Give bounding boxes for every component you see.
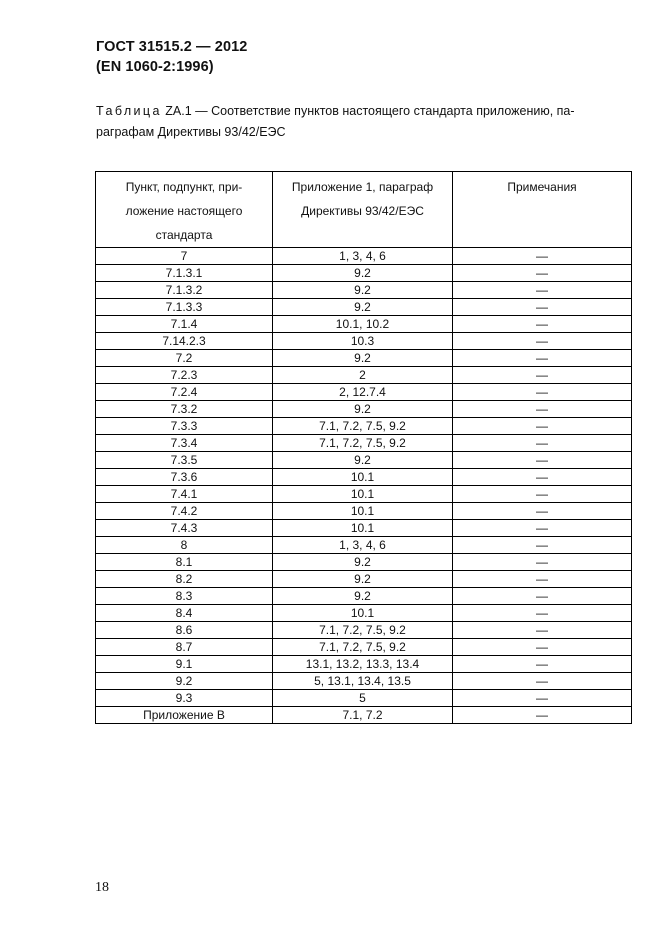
cell-notes: — <box>453 707 632 724</box>
table-row <box>96 384 632 401</box>
table-row <box>96 265 632 282</box>
cell-notes: — <box>453 486 632 503</box>
cell-clause: 7.3.6 <box>96 469 273 486</box>
cell-clause: 8.4 <box>96 605 273 622</box>
cell-annex: 7.1, 7.2, 7.5, 9.2 <box>273 639 453 656</box>
header-notes-text: Примечания <box>507 180 577 194</box>
table-row <box>96 639 632 656</box>
cell-annex: 5 <box>273 690 453 707</box>
table-row <box>96 673 632 690</box>
cell-notes: — <box>453 622 632 639</box>
table-row <box>96 469 632 486</box>
cell-notes: — <box>453 503 632 520</box>
cell-notes: — <box>453 333 632 350</box>
table-row <box>96 537 632 554</box>
cell-clause: Приложение В <box>96 707 273 724</box>
cell-clause: 7.2.4 <box>96 384 273 401</box>
cell-clause: 7.4.1 <box>96 486 273 503</box>
cell-clause: 7.4.2 <box>96 503 273 520</box>
cell-notes: — <box>453 299 632 316</box>
cell-clause: 8.7 <box>96 639 273 656</box>
table-row <box>96 690 632 707</box>
cell-clause: 7.4.3 <box>96 520 273 537</box>
table-body <box>96 248 632 724</box>
cell-notes: — <box>453 282 632 299</box>
table-row <box>96 486 632 503</box>
cell-annex: 2, 12.7.4 <box>273 384 453 401</box>
cell-notes: — <box>453 316 632 333</box>
cell-clause: 7.1.3.1 <box>96 265 273 282</box>
cell-notes: — <box>453 639 632 656</box>
cell-notes: — <box>453 690 632 707</box>
cell-clause: 8.3 <box>96 588 273 605</box>
header-clause <box>96 172 273 248</box>
standard-equivalent: (EN 1060-2:1996) <box>96 59 214 75</box>
cell-notes: — <box>453 469 632 486</box>
standard-title: ГОСТ 31515.2 — 2012 <box>96 39 248 55</box>
table-row <box>96 248 632 265</box>
cell-annex: 1, 3, 4, 6 <box>273 248 453 265</box>
cell-annex: 7.1, 7.2, 7.5, 9.2 <box>273 435 453 452</box>
cell-clause: 7.1.3.3 <box>96 299 273 316</box>
table-header-row <box>96 172 632 248</box>
table-caption-label: Таблица <box>96 104 162 118</box>
cell-clause: 7.3.5 <box>96 452 273 469</box>
cell-annex: 1, 3, 4, 6 <box>273 537 453 554</box>
cell-annex: 10.1 <box>273 469 453 486</box>
table-row <box>96 520 632 537</box>
cell-notes: — <box>453 435 632 452</box>
cell-annex: 10.1 <box>273 503 453 520</box>
table-row <box>96 554 632 571</box>
cell-annex: 9.2 <box>273 350 453 367</box>
table-caption-line2: раграфам Директивы 93/42/ЕЭС <box>96 125 286 139</box>
cell-clause: 8 <box>96 537 273 554</box>
cell-annex: 5, 13.1, 13.4, 13.5 <box>273 673 453 690</box>
cell-annex: 7.1, 7.2, 7.5, 9.2 <box>273 622 453 639</box>
table-caption-id: ZA.1 <box>165 104 192 118</box>
header-annex <box>273 172 453 248</box>
table-row <box>96 503 632 520</box>
cell-clause: 8.1 <box>96 554 273 571</box>
cell-notes: — <box>453 673 632 690</box>
table-row <box>96 588 632 605</box>
cell-clause: 7.1.4 <box>96 316 273 333</box>
table-caption-line1 <box>96 101 621 122</box>
table-row <box>96 605 632 622</box>
table-row <box>96 435 632 452</box>
table-row <box>96 367 632 384</box>
cell-annex: 10.1 <box>273 605 453 622</box>
table-row <box>96 418 632 435</box>
cell-clause: 9.2 <box>96 673 273 690</box>
cell-notes: — <box>453 537 632 554</box>
table-caption-text: — Соответствие пунктов настоящего стандарта приложению, па- <box>191 104 575 118</box>
cell-annex: 9.2 <box>273 282 453 299</box>
table-row <box>96 656 632 673</box>
cell-annex: 9.2 <box>273 588 453 605</box>
cell-notes: — <box>453 350 632 367</box>
cell-clause: 8.2 <box>96 571 273 588</box>
cell-clause: 9.1 <box>96 656 273 673</box>
cell-annex: 9.2 <box>273 452 453 469</box>
cell-notes: — <box>453 554 632 571</box>
cell-annex: 10.1 <box>273 520 453 537</box>
cell-annex: 10.1, 10.2 <box>273 316 453 333</box>
cell-clause: 7.3.3 <box>96 418 273 435</box>
cell-annex: 7.1, 7.2, 7.5, 9.2 <box>273 418 453 435</box>
header-annex-text: Приложение 1, параграф Директивы 93/42/ЕЭС <box>291 180 434 218</box>
table-row <box>96 316 632 333</box>
cell-clause: 7.3.2 <box>96 401 273 418</box>
header-clause-text: Пункт, подпункт, при- ложение настоящего стандарта <box>125 180 243 242</box>
table-row <box>96 282 632 299</box>
table-row <box>96 350 632 367</box>
cell-notes: — <box>453 520 632 537</box>
header-notes <box>453 172 632 248</box>
table-row <box>96 571 632 588</box>
cell-annex: 9.2 <box>273 299 453 316</box>
cell-notes: — <box>453 401 632 418</box>
cell-clause: 7.2.3 <box>96 367 273 384</box>
cell-annex: 9.2 <box>273 265 453 282</box>
cell-annex: 10.1 <box>273 486 453 503</box>
cell-notes: — <box>453 605 632 622</box>
cell-annex: 9.2 <box>273 571 453 588</box>
cell-clause: 7.1.3.2 <box>96 282 273 299</box>
table-row <box>96 299 632 316</box>
table-row <box>96 452 632 469</box>
cell-clause: 9.3 <box>96 690 273 707</box>
cell-notes: — <box>453 418 632 435</box>
cell-notes: — <box>453 656 632 673</box>
cell-annex: 9.2 <box>273 554 453 571</box>
cell-notes: — <box>453 571 632 588</box>
cell-annex: 2 <box>273 367 453 384</box>
cell-notes: — <box>453 248 632 265</box>
cell-clause: 7.3.4 <box>96 435 273 452</box>
table-row <box>96 622 632 639</box>
cell-clause: 7.2 <box>96 350 273 367</box>
correspondence-table <box>95 171 632 724</box>
cell-annex: 9.2 <box>273 401 453 418</box>
cell-clause: 8.6 <box>96 622 273 639</box>
cell-notes: — <box>453 265 632 282</box>
page-number: 18 <box>95 880 109 895</box>
cell-notes: — <box>453 384 632 401</box>
table-row <box>96 333 632 350</box>
cell-clause: 7.14.2.3 <box>96 333 273 350</box>
cell-annex: 10.3 <box>273 333 453 350</box>
cell-annex: 13.1, 13.2, 13.3, 13.4 <box>273 656 453 673</box>
table-row <box>96 707 632 724</box>
table-row <box>96 401 632 418</box>
cell-notes: — <box>453 367 632 384</box>
cell-clause: 7 <box>96 248 273 265</box>
cell-notes: — <box>453 588 632 605</box>
cell-annex: 7.1, 7.2 <box>273 707 453 724</box>
cell-notes: — <box>453 452 632 469</box>
